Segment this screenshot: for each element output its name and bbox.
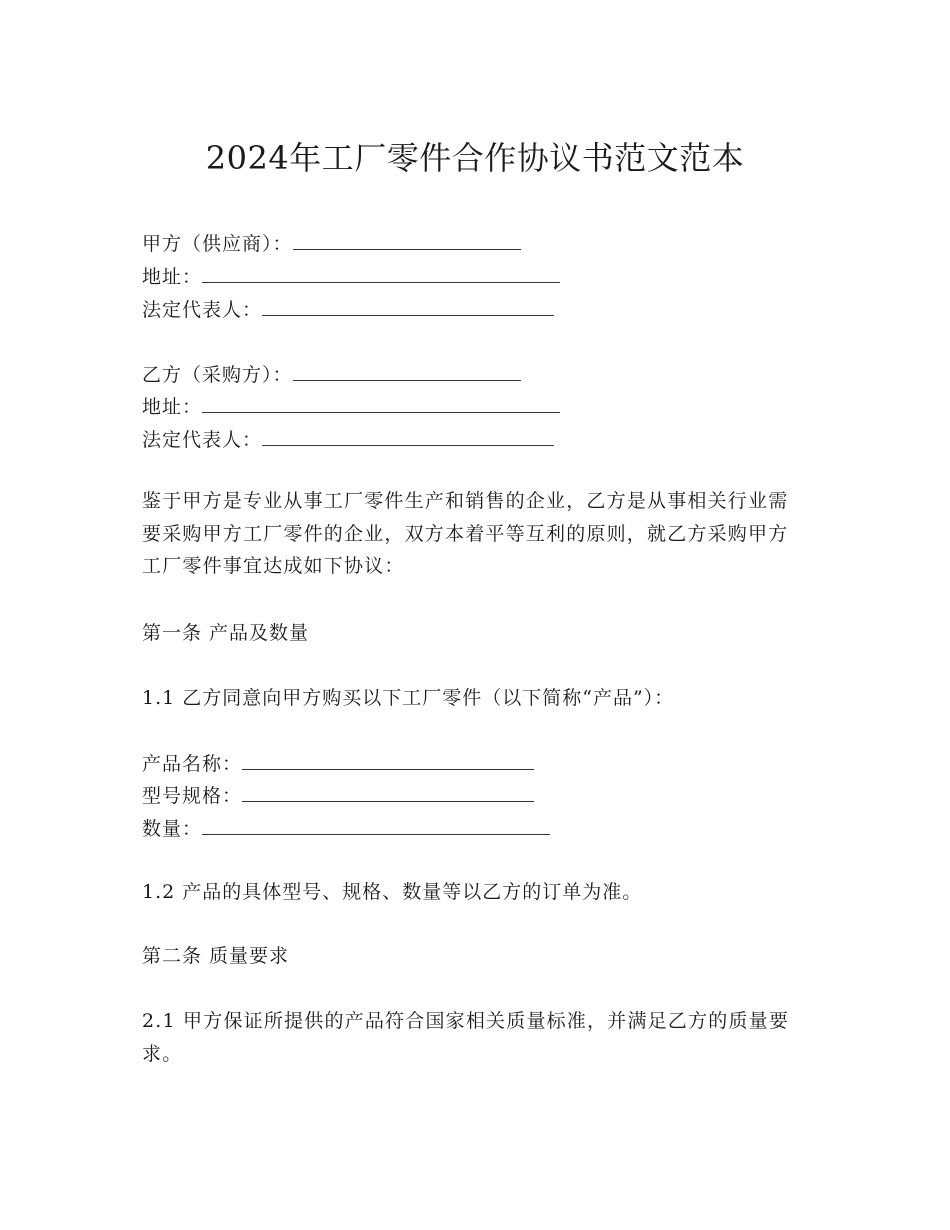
model-spec-blank — [242, 781, 534, 802]
party-b-address-label: 地址： — [142, 396, 203, 418]
party-b-rep-label: 法定代表人： — [142, 429, 263, 451]
article-2-heading: 第二条 质量要求 — [142, 945, 290, 967]
clause-1-2: 1.2 产品的具体型号、规格、数量等以乙方的订单为准。 — [142, 881, 643, 903]
party-a-name-line — [142, 229, 521, 258]
party-a-rep-label: 法定代表人： — [142, 299, 263, 321]
party-a-address-label: 地址： — [142, 266, 203, 288]
quantity-blank — [202, 814, 550, 835]
party-b-name-blank — [293, 360, 521, 381]
party-a-address-line — [142, 262, 560, 291]
party-a-address-blank — [202, 262, 560, 283]
quantity-line — [142, 814, 550, 843]
party-a-rep-line — [142, 295, 554, 324]
party-a-name-blank — [293, 229, 521, 250]
clause-2-1: 2.1 甲方保证所提供的产品符合国家相关质量标准，并满足乙方的质量要求。 — [142, 1010, 790, 1065]
party-b-address-blank — [202, 392, 560, 413]
model-spec-line — [142, 781, 534, 810]
party-b-rep-line — [142, 425, 554, 454]
party-b-name-line — [142, 360, 521, 389]
party-a-name-label: 甲方（供应商）： — [142, 233, 293, 255]
party-b-name-label: 乙方（采购方）： — [142, 364, 293, 386]
product-name-blank — [242, 749, 534, 770]
model-spec-label: 型号规格： — [142, 785, 243, 807]
party-a-rep-blank — [262, 295, 554, 316]
party-b-address-line — [142, 392, 560, 421]
party-b-rep-blank — [262, 425, 554, 446]
quantity-label: 数量： — [142, 818, 203, 840]
preamble-paragraph: 鉴于甲方是专业从事工厂零件生产和销售的企业，乙方是从事相关行业需要采购甲方工厂零件的企业，双方本着平等互利的原则，就乙方采购甲方工厂零件事宜达成如下协议： — [142, 490, 789, 577]
document-title: 2024年工厂零件合作协议书范文范本 — [205, 139, 745, 177]
clause-1-1: 1.1 乙方同意向甲方购买以下工厂零件（以下简称“产品”）： — [142, 687, 675, 709]
article-1-heading: 第一条 产品及数量 — [142, 622, 310, 644]
product-name-label: 产品名称： — [142, 753, 243, 775]
product-name-line — [142, 749, 534, 778]
